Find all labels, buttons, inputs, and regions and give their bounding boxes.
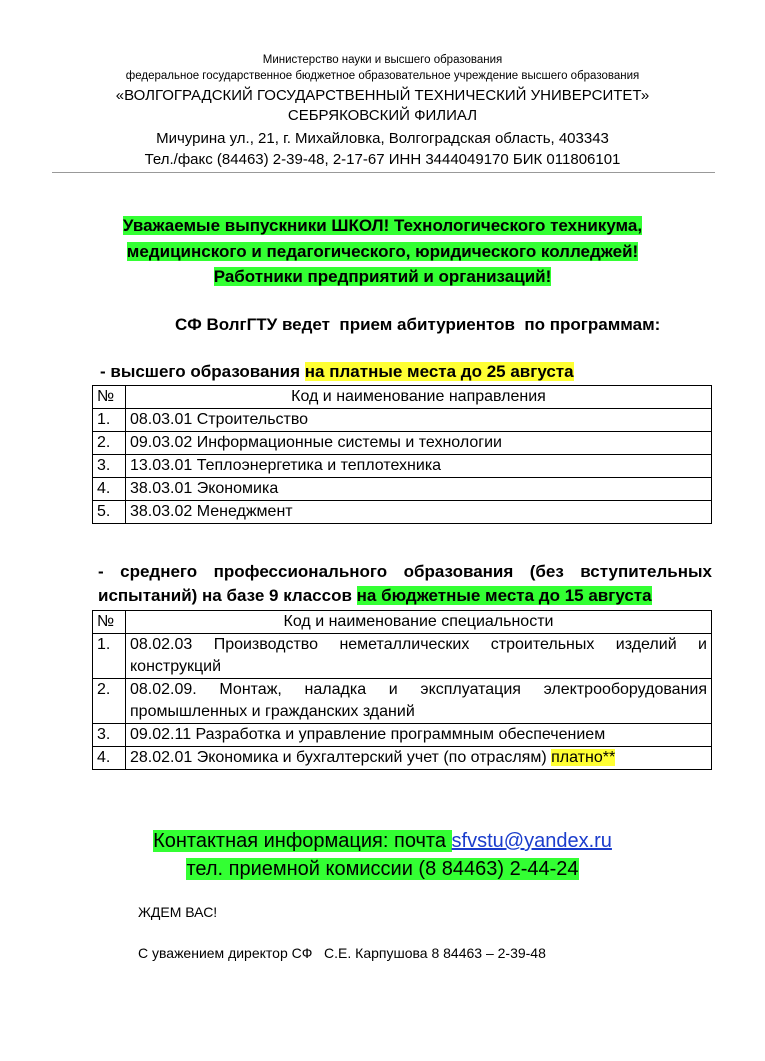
table-row — [93, 455, 712, 478]
program-name: 13.03.01 Теплоэнергетика и теплотехника — [126, 455, 712, 478]
row-number: 3. — [93, 455, 126, 478]
heading-word: профессионального — [213, 562, 388, 581]
specialty-name: 08.02.09. Монтаж, наладка и эксплуатация электрооборудования промышленных и гражданских зданий — [126, 679, 712, 724]
branch-name: СЕБРЯКОВСКИЙ ФИЛИАЛ — [287, 107, 478, 124]
specialty-name: 28.02.01 Экономика и бухгалтерский учет (по отраслям) — [130, 749, 552, 766]
row-number: 1. — [93, 634, 126, 679]
contact-line-2 — [0, 858, 765, 881]
col-name-header: Код и наименование направления — [126, 386, 712, 409]
higher-education-label: - высшего образования — [100, 362, 305, 381]
address-line: Мичурина ул., 21, г. Михайловка, Волгоградская область, 403343 — [156, 130, 609, 147]
contact-label: Контактная информация: почта — [153, 830, 452, 852]
admissions-phone: тел. приемной комиссии (8 84463) 2-44-24 — [186, 858, 579, 880]
table-header-row — [93, 611, 712, 634]
greeting-text-2: медицинского и педагогического, юридического колледжей! — [126, 242, 639, 261]
director-signature: С уважением директор СФ С.Е. Карпушова 8 84463 – 2-39-48 — [138, 945, 546, 961]
secondary-education-label: испытаний) на базе 9 классов — [98, 586, 357, 605]
program-name: 38.03.01 Экономика — [126, 478, 712, 501]
university-name: «ВОЛГОГРАДСКИЙ ГОСУДАРСТВЕННЫЙ ТЕХНИЧЕСКИЙ УНИВЕРСИТЕТ» — [115, 87, 650, 104]
secondary-education-heading-line-2 — [98, 586, 652, 606]
higher-education-deadline: на платные места до 25 августа — [304, 362, 574, 381]
table-row — [93, 724, 712, 747]
phone-requisites-line: Тел./факс (84463) 2-39-48, 2-17-67 ИНН 3444049170 БИК 011806101 — [144, 151, 621, 168]
row-number: 4. — [93, 478, 126, 501]
table-row — [93, 501, 712, 524]
row-number: 1. — [93, 409, 126, 432]
heading-word: среднего — [120, 562, 198, 581]
col-num-header: № — [93, 611, 126, 634]
secondary-education-table — [92, 610, 712, 770]
table-row — [93, 679, 712, 724]
header-divider — [52, 172, 715, 173]
heading-word: образования — [403, 562, 514, 581]
table-row — [93, 409, 712, 432]
table-row — [93, 747, 712, 770]
table-row — [93, 478, 712, 501]
specialty-name: 08.02.03 Производство неметаллических строительных изделий и конструкций — [126, 634, 712, 679]
row-number: 4. — [93, 747, 126, 770]
specialty-name: 09.02.11 Разработка и управление программным обеспечением — [126, 724, 712, 747]
email-link[interactable]: sfvstu@yandex.ru — [451, 830, 612, 852]
program-name: 08.03.01 Строительство — [126, 409, 712, 432]
institution-type-line: федеральное государственное бюджетное образовательное учреждение высшего образования — [125, 70, 640, 82]
higher-education-table — [92, 385, 712, 524]
row-number: 2. — [93, 432, 126, 455]
row-number: 3. — [93, 724, 126, 747]
heading-word: - — [98, 562, 104, 581]
heading-word: вступительных — [580, 562, 712, 581]
contact-line-1 — [0, 830, 765, 853]
table-row — [93, 634, 712, 679]
greeting-line-1 — [0, 216, 765, 236]
ministry-line: Министерство науки и высшего образования — [262, 54, 503, 66]
greeting-text-3: Работники предприятий и организаций! — [213, 267, 552, 286]
greeting-text-1: Уважаемые выпускники ШКОЛ! Технологического техникума, — [122, 216, 643, 235]
specialty-cell — [126, 747, 712, 770]
secondary-education-deadline: на бюджетные места до 15 августа — [356, 586, 652, 605]
table-header-row — [93, 386, 712, 409]
higher-education-heading — [100, 362, 574, 382]
heading-word: (без — [529, 562, 564, 581]
row-number: 5. — [93, 501, 126, 524]
greeting-line-3 — [0, 267, 765, 287]
program-name: 09.03.02 Информационные системы и технологии — [126, 432, 712, 455]
greeting-line-2 — [0, 242, 765, 262]
programs-intro: СФ ВолгГТУ ведет прием абитуриентов по программам: — [175, 315, 661, 334]
paid-badge: платно** — [551, 749, 616, 766]
program-name: 38.03.02 Менеджмент — [126, 501, 712, 524]
secondary-education-heading-line-1 — [98, 562, 712, 582]
col-num-header: № — [93, 386, 126, 409]
table-row — [93, 432, 712, 455]
closing-greeting: ЖДЕМ ВАС! — [138, 904, 218, 920]
col-name-header: Код и наименование специальности — [126, 611, 712, 634]
row-number: 2. — [93, 679, 126, 724]
